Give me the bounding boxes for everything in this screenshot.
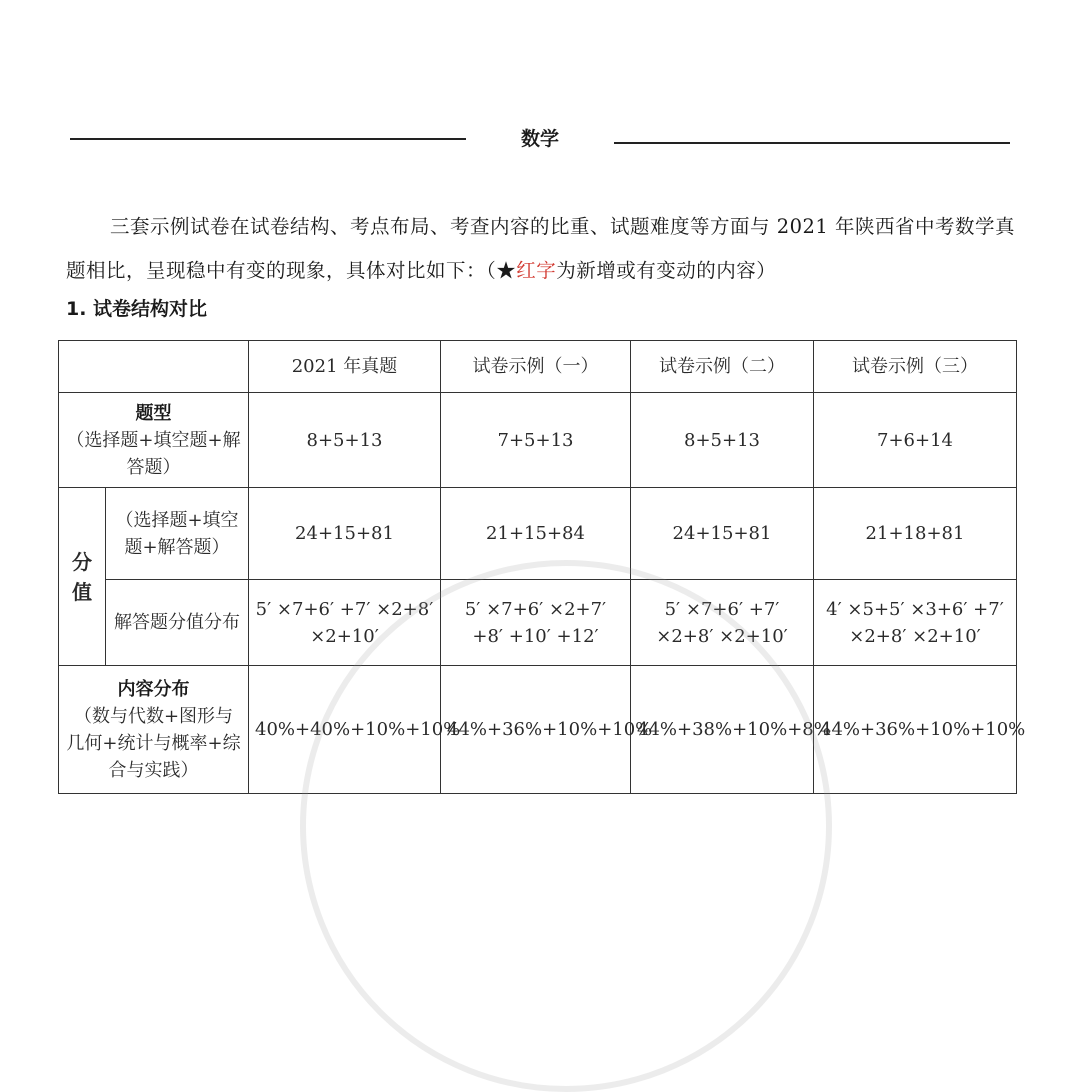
- table-cell: 8+5+13: [631, 393, 814, 488]
- table-cell: 44%+36%+10%+10%: [814, 666, 1017, 794]
- table-cell: 40%+40%+10%+10%: [249, 666, 441, 794]
- column-header: 试卷示例（二）: [631, 341, 814, 393]
- table-row: [59, 393, 1017, 488]
- row-group-score: 分值: [59, 488, 106, 666]
- table-cell: 44%+36%+10%+10%: [441, 666, 631, 794]
- row-header-bold: 题型: [135, 402, 172, 424]
- row-header-question-type: [59, 393, 249, 488]
- row-header-sub: （选择题+填空题+解答题）: [66, 429, 241, 478]
- row-header-content: [59, 666, 249, 794]
- intro-text: 三套示例试卷在试卷结构、考点布局、考查内容的比重、试题难度等方面与 2021 年陕西省中考数学真题相比，呈现稳中有变的现象，具体对比如下：（★: [66, 215, 1016, 282]
- column-header: 2021 年真题: [249, 341, 441, 393]
- table-cell: 4′ ×5+5′ ×3+6′ +7′ ×2+8′ ×2+10′: [814, 580, 1017, 666]
- table-cell: 7+6+14: [814, 393, 1017, 488]
- table-row: [59, 488, 1017, 580]
- column-header: 试卷示例（三）: [814, 341, 1017, 393]
- table-header-row: [59, 341, 1017, 393]
- column-header: 试卷示例（一）: [441, 341, 631, 393]
- row-header-score-answers: 解答题分值分布: [106, 580, 249, 666]
- table-cell: 44%+38%+10%+8%: [631, 666, 814, 794]
- table-cell: 21+18+81: [814, 488, 1017, 580]
- row-header-score-types: （选择题+填空题+解答题）: [106, 488, 249, 580]
- header-rule-right: [614, 142, 1010, 144]
- table-cell: 24+15+81: [631, 488, 814, 580]
- row-header-bold: 内容分布: [117, 678, 190, 700]
- table-cell: 5′ ×7+6′ +7′ ×2+8′ ×2+10′: [249, 580, 441, 666]
- table-cell: 7+5+13: [441, 393, 631, 488]
- table-corner-cell: [59, 341, 249, 393]
- page-title: 数学: [520, 128, 559, 150]
- comparison-table: [58, 340, 1026, 794]
- table-cell: 5′ ×7+6′ ×2+7′ +8′ +10′ +12′: [441, 580, 631, 666]
- section-title: 1. 试卷结构对比: [66, 298, 208, 320]
- table-row: [59, 580, 1017, 666]
- header-rule-left: [70, 138, 466, 140]
- intro-red-text: 红字: [516, 259, 557, 282]
- table-cell: 8+5+13: [249, 393, 441, 488]
- table-cell: 5′ ×7+6′ +7′ ×2+8′ ×2+10′: [631, 580, 814, 666]
- row-header-sub: （数与代数+图形与几何+统计与概率+综合与实践）: [66, 705, 241, 781]
- intro-text-end: 为新增或有变动的内容）: [556, 259, 777, 282]
- table-row: [59, 666, 1017, 794]
- table-cell: 24+15+81: [249, 488, 441, 580]
- table-cell: 21+15+84: [441, 488, 631, 580]
- intro-paragraph: [66, 205, 1016, 293]
